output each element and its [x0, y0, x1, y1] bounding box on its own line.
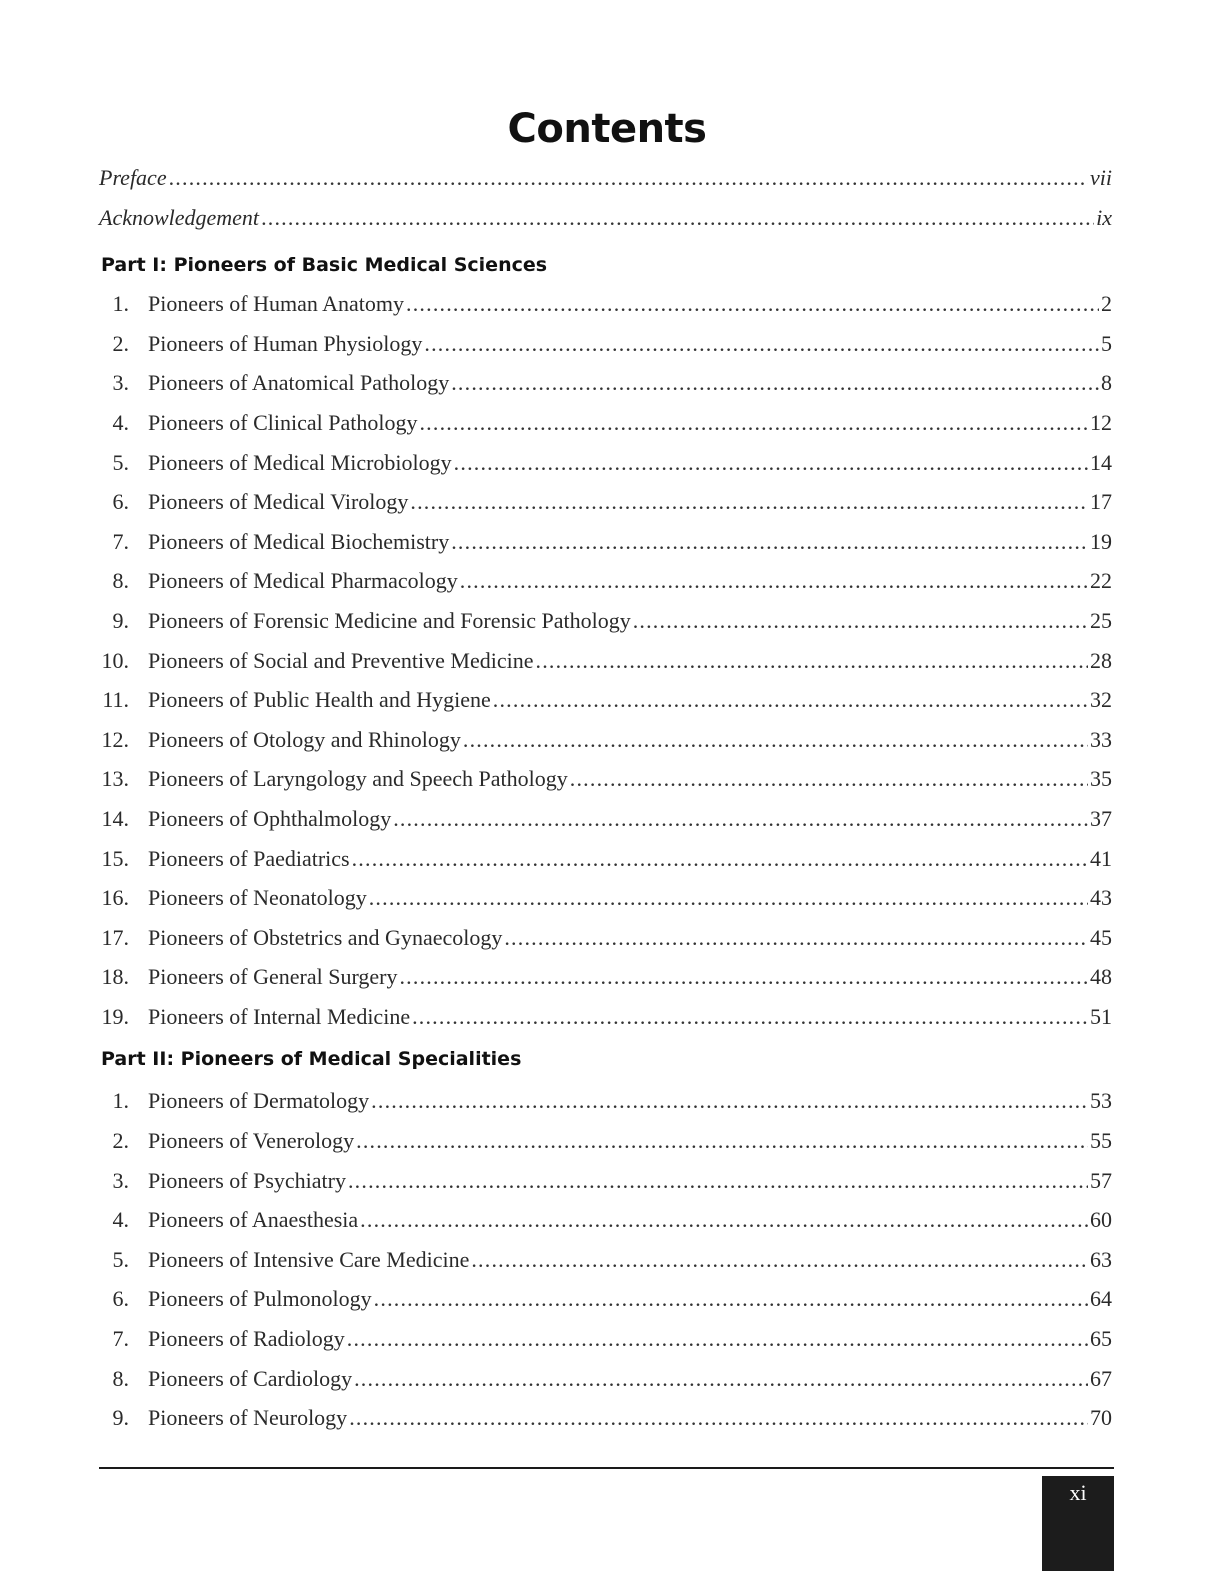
- dot-leader: [348, 1161, 1088, 1201]
- entry-number: 9.: [112, 1405, 129, 1431]
- toc-entry[interactable]: [99, 284, 1112, 324]
- toc-entry[interactable]: [99, 839, 1112, 879]
- toc-entry[interactable]: [99, 1398, 1112, 1438]
- entry-label: Pioneers of Public Health and Hygiene: [148, 687, 491, 713]
- part-heading: Part I: Pioneers of Basic Medical Sciences: [101, 254, 548, 277]
- entry-page: 41: [1090, 845, 1112, 871]
- footer-rule: [99, 1467, 1114, 1469]
- toc-entry[interactable]: [99, 561, 1112, 601]
- entry-label: Pioneers of Medical Microbiology: [148, 449, 452, 475]
- toc-entry[interactable]: [99, 1279, 1112, 1319]
- dot-leader: [471, 1240, 1088, 1280]
- dot-leader: [504, 918, 1088, 958]
- dot-leader: [570, 759, 1088, 799]
- entry-number: 5.: [112, 449, 129, 475]
- entry-page: 33: [1090, 726, 1112, 752]
- toc-entry-label: Acknowledgement: [99, 204, 260, 230]
- entry-label: Pioneers of Human Anatomy: [148, 291, 405, 317]
- entry-page: 25: [1090, 607, 1112, 633]
- entry-number: 1.: [112, 1088, 129, 1114]
- entry-page: 43: [1090, 885, 1112, 911]
- entry-page: 2: [1101, 291, 1112, 317]
- entry-page: 28: [1090, 647, 1112, 673]
- entry-label: Pioneers of Pulmonology: [148, 1286, 372, 1312]
- toc-entry[interactable]: [99, 1200, 1112, 1240]
- entry-page: 14: [1090, 449, 1112, 475]
- entry-page: 12: [1090, 409, 1112, 435]
- entry-page: 32: [1090, 687, 1112, 713]
- dot-leader: [371, 1081, 1088, 1121]
- toc-entry[interactable]: [99, 324, 1112, 364]
- entry-page: 19: [1090, 528, 1112, 554]
- toc-entry[interactable]: [99, 601, 1112, 641]
- entry-number: 14.: [101, 805, 129, 831]
- entry-page: 64: [1090, 1286, 1112, 1312]
- entry-page: 48: [1090, 964, 1112, 990]
- dot-leader: [369, 878, 1088, 918]
- toc-entry[interactable]: [99, 1161, 1112, 1201]
- dot-leader: [451, 522, 1088, 562]
- entry-number: 7.: [112, 1326, 129, 1352]
- entry-page: 37: [1090, 805, 1112, 831]
- entry-number: 10.: [101, 647, 129, 673]
- entry-page: 53: [1090, 1088, 1112, 1114]
- toc-entry[interactable]: [99, 1081, 1112, 1121]
- entry-label: Pioneers of Venerology: [148, 1128, 355, 1154]
- toc-entry[interactable]: [99, 957, 1112, 997]
- entry-label: Pioneers of Medical Virology: [148, 489, 409, 515]
- entry-number: 6.: [112, 489, 129, 515]
- entry-number: 4.: [112, 409, 129, 435]
- page-number: xi: [1069, 1480, 1087, 1505]
- toc-entry[interactable]: [99, 997, 1112, 1037]
- dot-leader: [633, 601, 1088, 641]
- page-title: Contents: [507, 106, 707, 152]
- dot-leader: [406, 284, 1099, 324]
- dot-leader: [460, 561, 1088, 601]
- entry-number: 13.: [101, 766, 129, 792]
- toc-entry[interactable]: [99, 720, 1112, 760]
- entry-number: 5.: [112, 1246, 129, 1272]
- entry-page: 8: [1101, 370, 1112, 396]
- entry-label: Pioneers of Obstetrics and Gynaecology: [148, 924, 503, 950]
- entry-number: 16.: [101, 885, 129, 911]
- entry-number: 7.: [112, 528, 129, 554]
- dot-leader: [419, 403, 1088, 443]
- toc-entry[interactable]: [99, 482, 1112, 522]
- toc-entry[interactable]: [99, 799, 1112, 839]
- toc-entry[interactable]: [99, 641, 1112, 681]
- entry-number: 1.: [112, 291, 129, 317]
- entry-number: 2.: [112, 330, 129, 356]
- part-entries: [99, 284, 1112, 1036]
- entry-page: 63: [1090, 1246, 1112, 1272]
- toc-entry-page: ix: [1096, 204, 1112, 230]
- entry-page: 60: [1090, 1207, 1112, 1233]
- dot-leader: [493, 680, 1088, 720]
- entry-page: 57: [1090, 1167, 1112, 1193]
- entry-label: Pioneers of Social and Preventive Medicine: [148, 647, 534, 673]
- entry-label: Pioneers of Neurology: [148, 1405, 348, 1431]
- entry-label: Pioneers of Laryngology and Speech Pathology: [148, 766, 568, 792]
- entry-number: 4.: [112, 1207, 129, 1233]
- entry-number: 17.: [101, 924, 129, 950]
- entry-label: Pioneers of Otology and Rhinology: [148, 726, 461, 752]
- toc-entry[interactable]: [99, 1240, 1112, 1280]
- toc-entry[interactable]: [99, 443, 1112, 483]
- entry-number: 19.: [101, 1003, 129, 1029]
- dot-leader: [261, 198, 1094, 238]
- entry-label: Pioneers of Anatomical Pathology: [148, 370, 450, 396]
- entry-page: 55: [1090, 1128, 1112, 1154]
- entry-label: Pioneers of Human Physiology: [148, 330, 423, 356]
- entry-label: Pioneers of Ophthalmology: [148, 805, 392, 831]
- dot-leader: [451, 363, 1099, 403]
- entry-page: 22: [1090, 568, 1112, 594]
- entry-label: Pioneers of Forensic Medicine and Forensic Pathology: [148, 607, 631, 633]
- toc-entry[interactable]: [99, 918, 1112, 958]
- entry-page: 67: [1090, 1365, 1112, 1391]
- dot-leader: [393, 799, 1088, 839]
- dot-leader: [169, 158, 1088, 198]
- entry-page: 70: [1090, 1405, 1112, 1431]
- entry-page: 35: [1090, 766, 1112, 792]
- entry-label: Pioneers of Radiology: [148, 1326, 345, 1352]
- part-heading: Part II: Pioneers of Medical Specialities: [101, 1048, 522, 1071]
- entry-number: 8.: [112, 568, 129, 594]
- entry-label: Pioneers of Medical Pharmacology: [148, 568, 458, 594]
- dot-leader: [356, 1121, 1088, 1161]
- entry-number: 8.: [112, 1365, 129, 1391]
- entry-label: Pioneers of Medical Biochemistry: [148, 528, 450, 554]
- toc-entry-preface[interactable]: [99, 158, 1112, 198]
- dot-leader: [352, 839, 1088, 879]
- dot-leader: [424, 324, 1099, 364]
- toc-entry-page: vii: [1090, 165, 1112, 190]
- dot-leader: [399, 957, 1088, 997]
- entry-number: 15.: [101, 845, 129, 871]
- toc-entry[interactable]: [99, 759, 1112, 799]
- entry-page: 51: [1090, 1003, 1112, 1029]
- toc-entry[interactable]: [99, 1121, 1112, 1161]
- entry-page: 17: [1090, 489, 1112, 515]
- toc-entry[interactable]: [99, 1359, 1112, 1399]
- entry-label: Pioneers of Psychiatry: [148, 1167, 346, 1193]
- table-of-contents: [99, 158, 1112, 1438]
- dot-leader: [410, 482, 1088, 522]
- entry-label: Pioneers of Clinical Pathology: [148, 409, 418, 435]
- entry-label: Pioneers of Internal Medicine: [148, 1003, 411, 1029]
- dot-leader: [354, 1359, 1088, 1399]
- entry-label: Pioneers of Cardiology: [148, 1365, 353, 1391]
- dot-leader: [349, 1398, 1088, 1438]
- entry-label: Pioneers of Intensive Care Medicine: [148, 1246, 470, 1272]
- toc-entry-label: Preface: [99, 165, 167, 190]
- entry-label: Pioneers of Neonatology: [148, 885, 367, 911]
- entry-page: 5: [1101, 330, 1112, 356]
- entry-number: 6.: [112, 1286, 129, 1312]
- entry-label: Pioneers of Anaesthesia: [148, 1207, 359, 1233]
- entry-number: 11.: [102, 687, 129, 713]
- entry-number: 3.: [112, 370, 129, 396]
- entry-number: 12.: [101, 726, 129, 752]
- entry-label: Pioneers of Dermatology: [148, 1088, 370, 1114]
- toc-entry[interactable]: [99, 1319, 1112, 1359]
- toc-entry[interactable]: [99, 363, 1112, 403]
- toc-entry[interactable]: [99, 680, 1112, 720]
- dot-leader: [360, 1200, 1088, 1240]
- toc-entry-acknowledgement[interactable]: [99, 198, 1112, 238]
- dot-leader: [412, 997, 1088, 1037]
- entry-page: 65: [1090, 1326, 1112, 1352]
- dot-leader: [463, 720, 1088, 760]
- dot-leader: [374, 1279, 1088, 1319]
- dot-leader: [536, 641, 1088, 681]
- toc-entry[interactable]: [99, 522, 1112, 562]
- dot-leader: [347, 1319, 1088, 1359]
- toc-entry[interactable]: [99, 403, 1112, 443]
- entry-number: 2.: [112, 1128, 129, 1154]
- entry-label: Pioneers of General Surgery: [148, 964, 398, 990]
- page-number-tab: [1042, 1476, 1114, 1571]
- dot-leader: [454, 443, 1088, 483]
- entry-number: 9.: [112, 607, 129, 633]
- entry-label: Pioneers of Paediatrics: [148, 845, 350, 871]
- entry-number: 18.: [101, 964, 129, 990]
- toc-entry[interactable]: [99, 878, 1112, 918]
- part-entries: [99, 1081, 1112, 1437]
- entry-page: 45: [1090, 924, 1112, 950]
- entry-number: 3.: [112, 1167, 129, 1193]
